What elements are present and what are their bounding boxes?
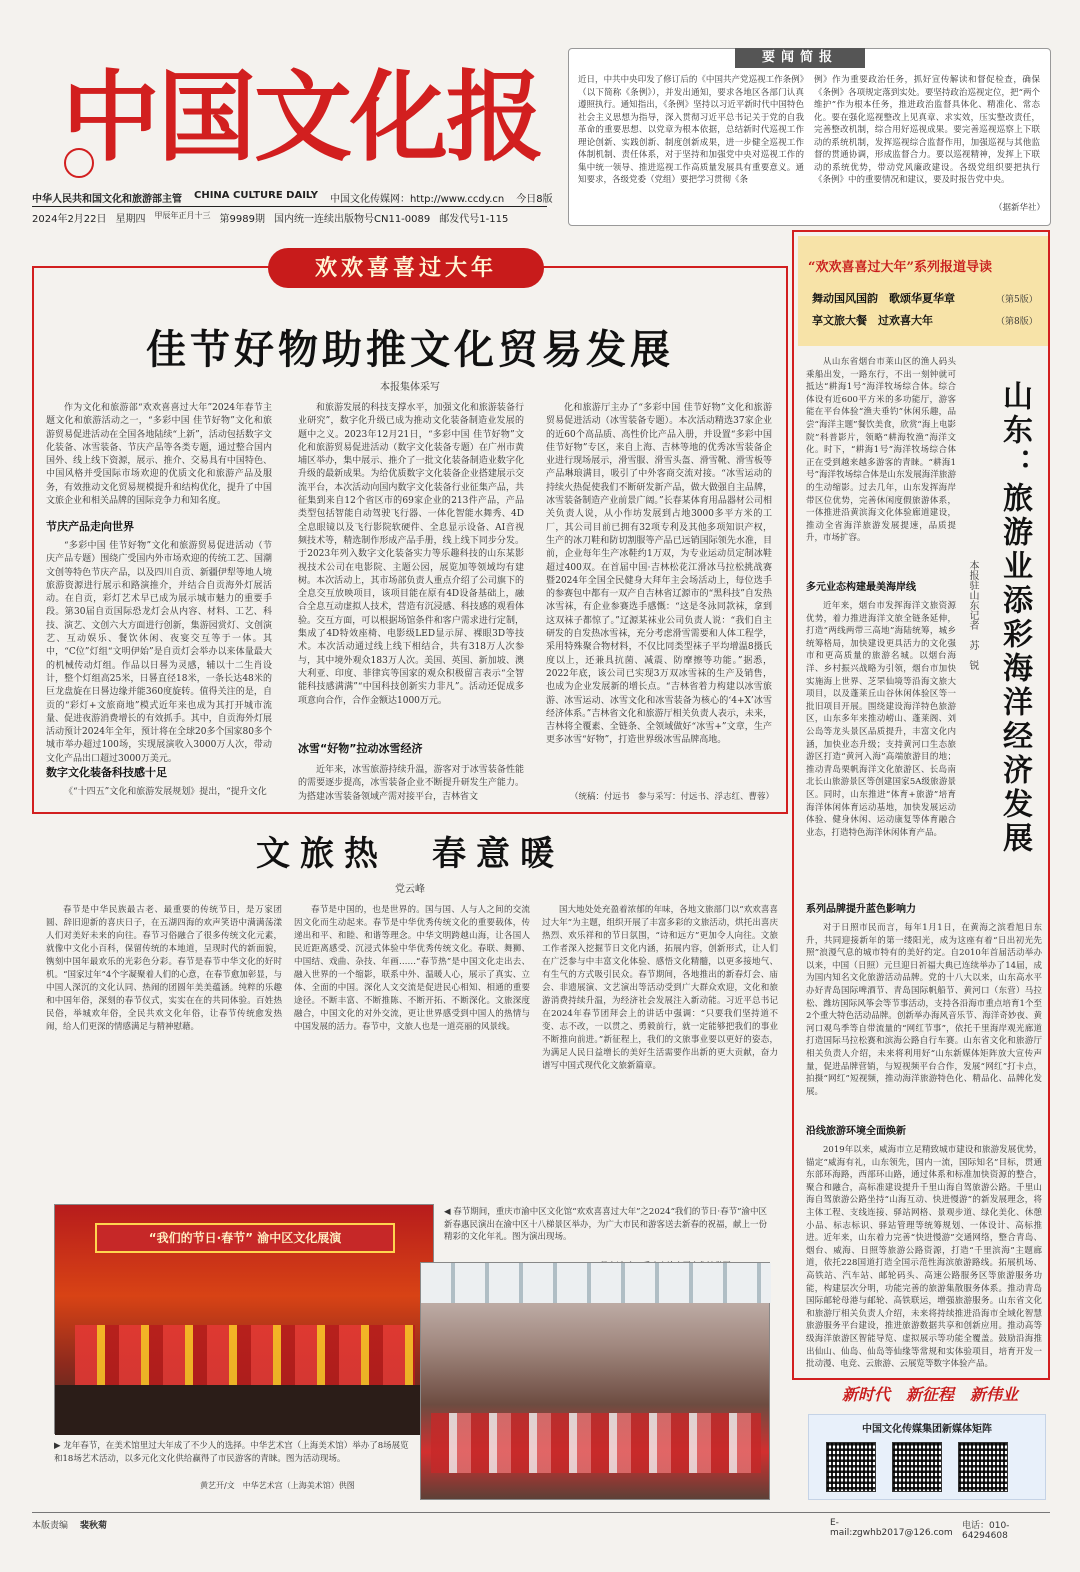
main-intro: 作为文化和旅游部“欢欢喜喜过大年”2024年春节主题文化和旅游活动之一，“多彩中国 佳节好物”文化和旅游贸易促进活动在全国各地陆续“上新”，活动包括数字文化装备、冰雪装备、节庆产品等各类专题，通过整合国内国外、线上线下资源，展示、推介、交易具有中国特色、中国风格并受国际市场欢迎的优质文化和旅游产品及服务，有效推动文化贸易规模提升和结构优化，提升了中国文旅企业和相关品牌的国际竞争力和知名度。: [46, 403, 272, 507]
footer-phone: 电话：010-64294608: [962, 1521, 1010, 1541]
second-byline: 党云峰: [395, 884, 425, 895]
postal-code: 邮发代号1-115: [439, 214, 509, 225]
qr-matrix-title: 中国文化传媒集团新媒体矩阵: [862, 1424, 992, 1435]
second-col-3: 国大地处处充盈着浓郁的年味，各地文旅部门以“欢欢喜喜过大年”为主题，组织开展了丰富多彩的文旅活动，烘托出喜庆热烈、欢乐祥和的节日氛围，“诗和远方”更加令人向往。文旅工作者深入挖掘节日文化内涵，拓展内容，创新形式，让人们在广泛参与中丰富文化体验、感悟文化精髓，以更多接地气、有生气的方式吸引民众。春节期间，各地推出的新春灯会、庙会、非遗展演、文艺演出等活动受到广大群众欢迎，文化和旅游消费持续升温，为经济社会发展注入新动能。习近平总书记在2024年春节团拜会上的讲话中强调：“只要我们坚持道不变、志不改，一以贯之、勇毅前行，就一定能够把我们的事业不断推向前进。”新征程上，我们的文旅事业要以更好的姿态，为满足人民日益增长的美好生活需要作出新的更大贡献，奋力谱写中国式现代化文旅新篇章。: [542, 905, 778, 1071]
sidebar-byline: 本报驻山东记者 苏 锐: [967, 560, 978, 670]
sidebar-body-1: 近年来，烟台市发挥海洋文旅资源优势，着力推进海洋文旅全链条延伸，打造“两线两带三高地”海陆统筹，城乡统筹格局，加快建设更具活力的文化强市和更高质量的旅游名城。以烟台海洋、乡村振兴战略为引领，烟台市加快实施海上世界、芝罘仙境等沿海文旅大项目，以及蓬莱丘山谷休闲体验区等一批旧项目开展。围绕建设海洋特色旅游区，山东多年来推动崂山、蓬莱阁、刘公岛等龙头景区品质提升，丰富文化内涵，加快业态升级；支持黄河口生态旅游区打造“黄河入海”高端旅游目的地；推动青岛栗帆海洋文化旅游区、长岛南北长山旅游景区等创建国家5A级旅游景区。同时，山东推进“体育+旅游”培育海洋体闲体育运动基地，加快发展运动体验、健身休闲、运动康复等体育融合业态，打造特色海洋休闲体育产品。: [806, 601, 956, 838]
subhead-ice-snow: 冰雪“好物”拉动冰雪经济: [298, 742, 423, 755]
news-brief-col-2: 例》作为重要政治任务，抓好宣传解读和督促检查，确保《条例》各项规定落到实处。要坚持政治巡视定位，把“两个维护”作为根本任务，推进政治监督具体化、精准化、常态化。要在强化巡视整改上见真章、求实效，压实整改责任，完善整改机制，综合用好巡视成果。要完善巡视巡察上下联动的系统机制，发挥巡视综合监督作用，加强巡视与其他监督的贯通协调，形成监督合力。要以巡视精神，发挥上下联动的系统优势，带动党风廉政建设。各级党组织要把执行《条例》中的重要情况和建议，要及时报告党中央。: [814, 75, 1040, 185]
main-byline: 本报集体采写: [380, 382, 440, 393]
crowd-illustration: [431, 1413, 761, 1473]
footer-editor-name: 裴秋菊: [80, 1521, 108, 1531]
issue-weekday: 星期四: [115, 214, 146, 225]
footer-editor-label: 本版责编: [32, 1521, 69, 1531]
serial-number: 国内统一连续出版物号CN11-0089: [274, 214, 431, 225]
masthead-info-line1: [32, 190, 562, 205]
main-col-1-body: “多彩中国 佳节好物”文化和旅游贸易促进活动（节庆产品专题）围绕广受国内外市场欢迎的传统工艺、国潮文创等特色节庆产品，以及四川自贡、新疆伊犁等地人境旅游资源进行展示和路演推介，并结合自贡海外灯展活动。在自贡，彩灯艺术早已成为展示城市魅力的重要手段。第30届自贡国际恐龙灯会从内容、材料、工艺、科技、演艺、文创六大方面进行创新，集游园赏灯、文创演艺、互动娱乐、餐饮休闲、夜宴交互等于一体。其中，“C位”灯组“文明伊始”是自贡灯会举办以来体量最大的机械传动灯组。作品以日晷为灵感，辅以十二生肖设计，整个灯组高25米，日晷直径18米，一条长达48米的巨龙盘旋在日晷边缘并能360度旋转。值得关注的是，自贡的“彩灯+文旅商地”模式近年来也成为其打开城市流量、促进夜游消费增长的有效抓手。其中，自贡海外灯展活动预计2024年全年，预计将在全球20多个国家80多个城市举办超过100场，实现展演收入3000万人次，带动文化产品出口超过3000万美元。: [46, 541, 272, 764]
main-col-2-body: 和旅游发展的科技支撑水平，加强文化和旅游装备行业研究”，数字化升级已成为推动文化装备制造业发展的题中之义。2023年12月21日，“多彩中国 佳节好物”文化和旅游贸易促进活动（数字文化装备专题）在广州市黄埔区举办，集中展示、推介了一批文化装备制造业数字化升级的最新成果。为给优质数字文化装备企业搭建展示交流平台，本次活动向国内数字文化装备行业征集产品，共征集到来自12个省区市的69家企业的213件产品，产品类型包括智能自动驾驶飞行器、一体化智能水舞秀、4D全息眼镜以及飞行影院软硬件、全息显示设备、AI音视频技术等，精选制作形成产品手册，线上线下同步分发。于2023年列入数字文化装备实力等乐趣科技的山东某影视技术公司在电影院、主题公园，展览加等领域均有建树。本次活动上，其市场部负责人重点介绍了公司旗下的全息交互放映项目，该项目能在原有4D设备基础上，融合全息互动虚拟人技术，营造有沉浸感、科技感的观看体验。交互方面，可以根据场馆条件和客户需求进行定制，集成了4D特效座椅、电影级LED显示屏、裸眼3D等技术。本次活动通过线上线下相结合，共有318万人次参与，其中境外观众183万人次。美国、英国、新加坡、澳大利亚、印度、菲律宾等国家的观众积极留言表示“全智能科技感满满”“中国科技创新实力非凡”。活动还促成多项意向合作，合作金额达1000万元。: [298, 403, 524, 706]
second-headline: 文旅热 春意暖: [256, 834, 564, 874]
masthead-english-name: CHINA CULTURE DAILY: [194, 190, 318, 201]
performance-caption: ◀ 春节期间，重庆市渝中区文化馆“欢欢喜喜过大年”之2024“我们的节日·春节”渝中区新春惠民演出在渝中区十八梯景区举办，为广大市民和游客送去新春的祝福，献上一份精彩的文化年礼。图为演出现场。: [444, 1207, 768, 1242]
main-headline: 佳节好物助推文化贸易发展: [146, 326, 674, 373]
subhead-festival-products: 节庆产品走向世界: [46, 520, 134, 533]
main-credits: （统稿：付远书 参与采写：付远书、浮志红、曹蓉）: [570, 792, 775, 802]
sidebar-headline: 山东：旅游业添彩海洋经济发展: [997, 380, 1032, 856]
museum-activity-photo: [420, 1262, 770, 1500]
issue-number: 第9989期: [219, 214, 265, 225]
issue-date: 2024年2月22日: [32, 214, 107, 225]
footer-email[interactable]: E-mail:zgwhb2017@126.com: [830, 1518, 953, 1538]
news-brief-title: 要闻简报: [735, 48, 865, 68]
qr-code-3-icon[interactable]: [958, 1442, 1008, 1492]
museum-credit: 黄艺开/文 中华艺术宫（上海美术馆）供图: [200, 1481, 355, 1490]
series-guide-page-2: （第8版）: [996, 317, 1038, 327]
main-col-3-body: 化和旅游厅主办了“多彩中国 佳节好物”文化和旅游贸易促进活动（冰雪装备专题）。本次活动精选37家企业的近60个高品质、高性价比产品入册，并设置“多彩中国 佳节好物”专区，来自上海、吉林等地的优秀冰雪装备企业进行现场展示，滑雪服、滑雪头盔、滑雪靴、滑雪板等产品琳琅满目，吸引了中外客商交流对接。“冰雪运动的持续火热促使我们不断研发新产品，做大做强自主品牌，冰雪装备制造产业前景广阔。”长春某体育用品器材公司相关负责人说，从小作坊发展到占地3000多平方米的工厂，其公司目前已拥有32项专利及其他多项知识产权，生产的冰刀鞋和防切割服等产品已远销国际领先水准，目前，企业每年生产冰鞋约1万双，为专业运动员定制冰鞋超过400双。在首届中国·吉林松花江滑冰马拉松挑战赛暨2024年全国全民健身大拜年主会场活动上，每位选手的参赛包中都有一双产自吉林省辽源市的“黑科技”自发热冰雪袜，有企业参赛选手感慨：“这是冬泳同款袜，拿到这双袜子都惊了。”辽源某袜业公司负责人说：“我们自主研发的自发热冰雪袜，充分考虑滑雪需要和人体工程学，采用特殊聚合物材料，不仅比同类型袜子平均增温8摄氏度以上，还兼具抗菌、减震、防摩擦等功能。”据悉，2022年底，该公司已实现3万双冰雪袜的生产及销售，也成为企业发展新的增长点。“吉林省着力构建以冰雪旅游、冰雪运动、冰雪文化和冰雪装备为核心的‘4+X’冰雪经济体系。”吉林省文化和旅游厅相关负责人表示，未来，吉林将全覆素、全链条、全领域做好“冰雪+”文章，生产更多冰雪“好物”，打造世界级冰雪品牌高地。: [546, 403, 772, 746]
subhead-digital-equipment: 数字文化装备科技感十足: [46, 766, 167, 779]
masthead-rule: [32, 206, 547, 207]
audience-silhouette: [55, 1385, 435, 1435]
main-col-1-tail: 《“十四五”文化和旅游发展规划》提出，“提升文化: [64, 787, 267, 797]
sidebar-body-2: 对于日照市民而言，每年1月1日，在黄海之滨看旭日东升，共同迎接新年的第一缕阳光，成为这座有着“日出初光先照”浪漫气息的城市特有的美好约定。自2010年首届活动举办以来，中国（日照）元旦迎日祈福大典已连续举办了14届，成为国内知名文化旅游活动品牌。党的十八大以来，山东高水平办好青岛国际啤酒节、青岛国际帆船节、黄河口（东营）马拉松、潍坊国际风筝会等节事活动，支持各沿海市重点培育1个至2个重大特色活动品牌。创新举办海风音乐节、海洋奇妙夜、黄河口观鸟季等自带流量的“网红节事”，依托千里海岸观光廊道打造国际马拉松赛和滨海公路自行车赛。山东省文化和旅游厅相关负责人介绍，未来将利用好“山东新媒体矩阵放大宣传声量，促进品牌营销，与短视频平台合作，发展“网红”打卡点，拍摄“网红”短视频，推动海洋旅游特色化、精品化、品牌化发展。: [806, 923, 1042, 1097]
footer-editor: [32, 1518, 332, 1532]
masthead-page-count: 今日8版: [516, 194, 553, 205]
museum-caption: ▶ 龙年春节，在美术馆里过大年成了不少人的选择。中华艺术宫（上海美术馆）举办了8场展览和18场艺术活动，以多元化文化供给赢得了市民游客的青睐。图为活动现场。: [54, 1441, 409, 1464]
slogan: 新时代 新征程 新伟业: [842, 1385, 1019, 1404]
ceiling-illustration: [421, 1263, 771, 1303]
news-brief-col-1: 近日，中共中央印发了修订后的《中国共产党巡视工作条例》（以下简称《条例》），并发出通知，要求各地区各部门认真遵照执行。通知指出，《条例》坚持以习近平新时代中国特色社会主义思想为指导，深入贯彻习近平总书记关于党的自我革命的重要思想、以党章为根本依据，总结新时代巡视工作理论创新、实践创新、制度创新成果，进一步健全巡视工作体制机制、责任体系，对于坚持和加强党中央对巡视工作的集中统一领导、推进巡视工作高质量发展具有重要意义。通知要求，各级党委（党组）要把学习贯彻《条: [578, 75, 804, 185]
sidebar-body-3: 2019年以来，威海市立足精致城市建设和旅游发展优势，锚定“威海有礼，山东领先，国内一流，国际知名”目标，贯通东部环海路，西部环山路，通过体系和标准加快资源的整合，聚合和融合，高标准建设提升千里山海自驾旅游公路。千里山海自驾旅游公路坐持“山海互动、快进慢游”的新发展理念，将主体工程、支线连接、驿站网格、景观步道、绿化美化、休憩小品、标志标识、驿站管理等统筹规划、一体设计、高标推进。近年来，山东着力完善“快进慢游”交通网络，整合青岛、烟台、威海、日照等旅游公路资源，打造“千里滨海”主题廊道，依托228国道打造全国示范性海滨旅游路线。拓展机场、高铁站、汽车站、邮轮码头、高速公路服务区等旅游服务功能，构建层次分明，功能完善的旅游集散服务体系。推动青岛国际邮轮母港与邮轮、高铁联运，增强旅游服务。山东省文化和旅游厅相关负责人介绍，未来将持续推进沿海市全域化智慧旅游服务平台建设，推进旅游数据共享和创新应用。推动高等级海洋旅游区智能导览、虚拟展示等功能全覆盖。鼓励沿海推出仙山、仙岛、仙岛等仙缘等常规和实体验项目，培育开发一批动漫、电竞、云旅游、云展览等数字体验产品。: [806, 1145, 1042, 1370]
series-guide-title: “欢欢喜喜过大年”系列报道导读: [808, 260, 992, 275]
lunar-date: 甲辰年正月十三: [154, 211, 211, 220]
masthead-website: 中国文化传媒网：http://www.ccdy.cn: [329, 194, 505, 205]
qr-code-1-icon[interactable]: [826, 1442, 876, 1492]
footer-rule: [32, 1512, 1050, 1513]
series-guide-item-1[interactable]: 舞动国风国韵 歌颂华夏华章: [812, 292, 955, 305]
subhead-environment: 沿线旅游环境全面焕新: [806, 1126, 906, 1137]
masthead-sponsor: 中华人民共和国文化和旅游部主管: [32, 194, 182, 205]
performers-illustration: [75, 1325, 415, 1385]
stage-sign: “我们的节日·春节” 渝中区文化展演: [95, 1223, 395, 1253]
qr-code-2-icon[interactable]: [892, 1442, 942, 1492]
performance-photo: [54, 1204, 434, 1434]
masthead-title: 中国文化报: [62, 60, 543, 175]
subhead-coastline: 多元业态构建最美海岸线: [806, 582, 916, 593]
series-guide-item-2[interactable]: 享文旅大餐 过欢喜大年: [812, 314, 933, 327]
subhead-brand: 系列品牌提升蓝色影响力: [806, 904, 916, 915]
main-col-2-tail: 近年来，冰雪旅游持续升温，游客对于冰雪装备性能的需要逐步提高，冰雪装备企业不断提升研发生产能力。为搭建冰雪装备领域产需对接平台，吉林省文: [298, 765, 524, 802]
sidebar-intro: 从山东省烟台市莱山区的渔人码头乘船出发，一路东行，不出一刻钟就可抵达“耕海1号”海洋牧场综合体。综合体设有近600平方米的多功能厅，游客能在平台体验“渔夫垂钓”休闲乐趣，品尝“海洋主题”餐饮美食，欣赏“海上电影院”科普影片，领略“耕海牧渔”海洋文化。时下，“耕海1号”海洋牧场综合体正在受到越来越多游客的青睐。“耕海1号”海洋牧场综合体是山东发展海洋旅游的生动缩影。过去几年，山东发挥海岸带区位优势，完善休闲度假旅游体系，一体推进沿黄滨海文化体验廊道建设，推动全省海洋旅游发展提速，品质提升，市场扩容。: [806, 357, 956, 544]
news-brief-source: （据新华社）: [993, 203, 1045, 213]
series-guide-page-1: （第5版）: [996, 295, 1038, 305]
new-year-banner: 欢欢喜喜过大年: [268, 248, 544, 288]
second-col-2: 春节是中国的，也是世界的。国与国、人与人之间的交流因文化而生动起来。春节是中华优秀传统文化的重要载体，传递出和平、和睦、和谐等理念。中华文明跨越山海，让各国人民近距离感受、沉浸式体验中华优秀传统文化。春联、舞狮、中国结、戏曲、杂技、年画……“春节热”是中国文化走出去、融入世界的一个缩影，联系中外、温暖人心，展示了真实、立体、全面的中国。深化人文交流是促进民心相知、相通的重要途径。不断丰富、不断推陈、不断开拓、不断深化。文旅深度融合，中国文化的对外交流，更让世界感受到中国人的热情与中国发展的活力。春节中，文旅人也是一道亮丽的风景线。: [294, 905, 530, 1032]
masthead-info-line2: [32, 210, 562, 225]
masthead-logo-icon: [64, 148, 94, 178]
second-col-1: 春节是中华民族最古老、最重要的传统节日，是万家团圆、辞旧迎新的喜庆日子，在五湖四海的欢声笑语中满满荡漾人们对美好未来的向往。春节习俗融合了很多传统文化元素，就像中文化小百科，保留传统的本地道，呈现时代的新面貌，镌刻中国年最欢乐的光彩色分彩。春节是春节中华文化的好时机。“国家过年”4个字凝聚着人们的心意，在春节愈加彰显，与中国人深沉的文化认同、热闹的团圆年美美蕴涵。纯粹的乐趣和中国年俗，深刻的春节仪式，实实在在的共同体验。百姓热民俗，举城欢年俗，全民共欢文化年俗，让春节传统愈发热闹，给人们更深的情感满足与精神慰藉。: [46, 905, 282, 1032]
